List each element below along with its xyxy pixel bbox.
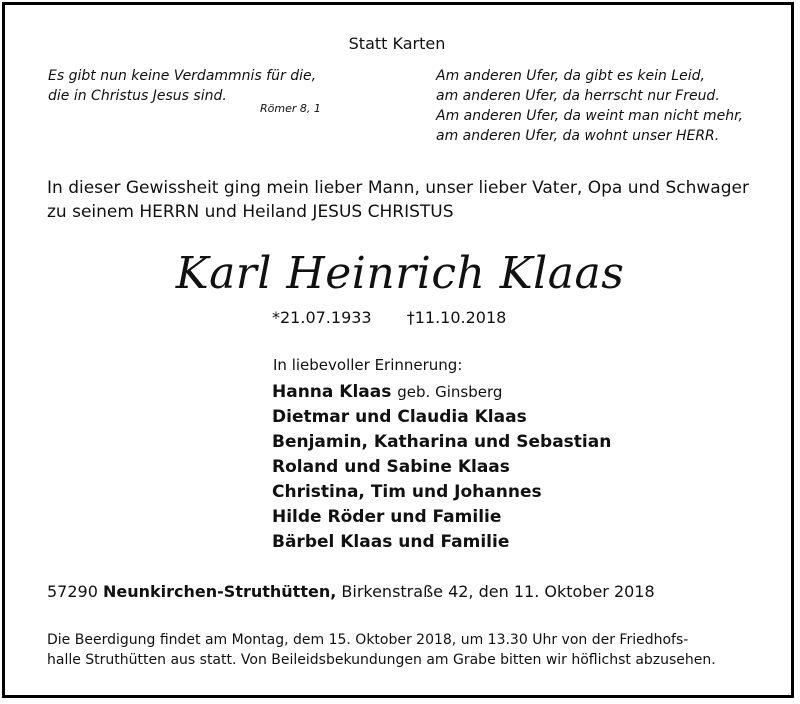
bible-verse [48, 66, 316, 106]
funeral-line: halle Struthütten aus statt. Von Beileidsbekundungen am Grabe bitten wir höflichst abzusehen. [47, 652, 716, 668]
maiden-name-note: geb. Ginsberg [397, 383, 503, 401]
postcode: 57290 [47, 582, 98, 601]
mourner-entry: Hilde Röder und Familie [272, 507, 502, 527]
mourner-entry: Benjamin, Katharina und Sebastian [272, 432, 612, 452]
intro-text [47, 176, 749, 224]
poem-line: Am anderen Ufer, da gibt es kein Leid, [436, 68, 705, 84]
bible-verse-line: Es gibt nun keine Verdammnis für die, [48, 68, 317, 84]
poem-line: am anderen Ufer, da herrscht nur Freud. [436, 88, 720, 104]
mourner-entry: Christina, Tim und Johannes [272, 482, 542, 502]
mourner-entry: Roland und Sabine Klaas [272, 457, 510, 477]
life-dates [272, 308, 506, 327]
funeral-info [47, 630, 716, 670]
location-line [47, 582, 655, 601]
header-text: Statt Karten [348, 34, 446, 53]
mourner-entry [272, 380, 611, 405]
intro-line: In dieser Gewissheit ging mein lieber Mann, unser lieber Vater, Opa und Schwager [47, 178, 749, 198]
address-date: Birkenstraße 42, den 11. Oktober 2018 [341, 582, 655, 601]
bible-reference: Römer 8, 1 [260, 102, 321, 115]
bible-verse-line: die in Christus Jesus sind. [48, 88, 227, 104]
mourner-name: Hanna Klaas [272, 382, 392, 402]
deceased-name: Karl Heinrich Klaas [175, 248, 625, 299]
birth-date: *21.07.1933 [272, 308, 372, 327]
town: Neunkirchen-Struthütten, [103, 582, 337, 601]
memory-label: In liebevoller Erinnerung: [273, 356, 463, 374]
mourner-entry: Dietmar und Claudia Klaas [272, 407, 527, 427]
mourner-entry: Bärbel Klaas und Familie [272, 532, 510, 552]
death-date: †11.10.2018 [406, 308, 507, 327]
mourners-list [272, 380, 611, 555]
poem [436, 66, 743, 146]
intro-line: zu seinem HERRN und Heiland JESUS CHRISTUS [47, 202, 454, 222]
poem-line: am anderen Ufer, da wohnt unser HERR. [436, 128, 720, 144]
poem-line: Am anderen Ufer, da weint man nicht mehr, [436, 108, 744, 124]
funeral-line: Die Beerdigung findet am Montag, dem 15. Oktober 2018, um 13.30 Uhr von der Friedhofs- [47, 632, 689, 648]
